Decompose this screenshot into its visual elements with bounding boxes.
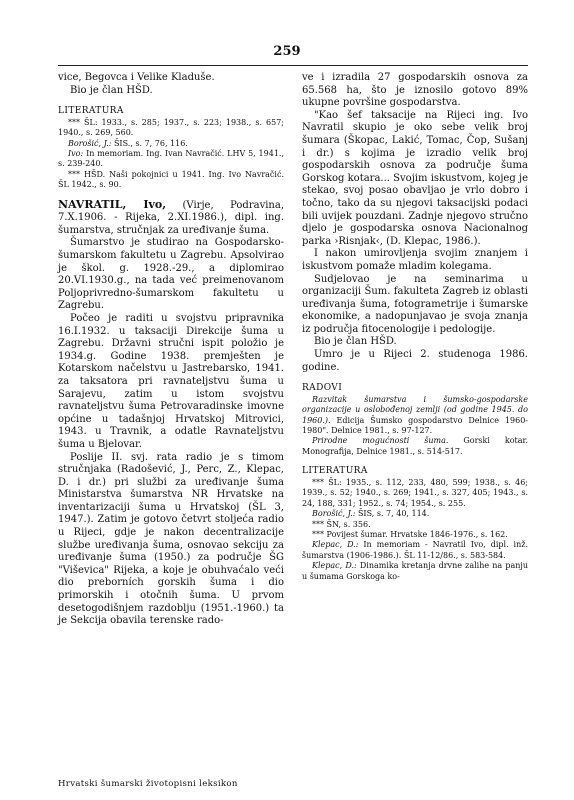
entry-name: NAVRATIL, Ivo, [58, 197, 167, 211]
work-item: Razvitak šumarstva i šumsko-gospodarske organizacije u oslobođenoj zemlji (od godine 1945. do 1960.). Edicija Šumsko gospodarstvo Delnice 1960-1980". Delnice 1981., s. 97-127. [302, 394, 529, 436]
work-title: Prirodne mogućnosti šuma. [312, 436, 449, 446]
page-footer: Hrvatski šumarski životopisni leksikon [58, 779, 238, 789]
literature-item: *** HŠD. Naši pokojnici u 1941. Ing. Ivo Navračić. ŠL 1942., s. 90. [58, 169, 284, 190]
header-rule [58, 65, 528, 66]
death-note: Umro je u Rijeci 2. studenoga 1986. godine. [302, 349, 528, 373]
biography-paragraph: Poslije II. svj. rata radio je s timom stručnjaka (Radošević, J., Perc, Z., Klepac, D. i dr.) pri službi za uređivanje šuma Ministarstva šumarstva NR Hrvatske na inventarizaciji šuma u Hrvatskoj (ŠL 3, 1947.). Zatim je gotovo četvrt stoljeća radio u Rijeci, gdje je nakon decentralizacije službe uređivanja šuma, osnovao sekciju za uređivanje šuma (1950.) za područje ŠG "Viševica" Rijeka, a koje je obuhvaćalo veći dio preborních gorskih šuma i dio primorskih i otočnih šuma. U prvom desetogodišnjem razdoblju (1951.-1960.) ta je Sekcija obavila terenske rado- [58, 451, 284, 627]
biography-paragraph: Šumarstvo je studirao na Gospodarsko-šumarskom fakultetu u Zagrebu. Apsolvirao je škol. g. 1928.-29., a diplomirao 20.VI.1930.g., na tada već preimenovanom Poljoprivredno-šumarskom fakultetu u Zagrebu. [58, 237, 284, 312]
literature-author: Klepac, D.: [312, 561, 357, 571]
literature-author: Klepac, D.: [312, 540, 359, 550]
work-item: Prirodne mogućnosti šuma. Gorski kotar. Monografija, Delnice 1981., s. 514-517. [302, 436, 528, 456]
literature-item: Klepac, D.: In memoriam - Navratil Ivo, dipl. inž. šumarstva (1906-1986.). ŠL 11-12/86., s. 583-584. [302, 540, 528, 560]
literature-item: *** ŠN, s. 356. [312, 519, 371, 529]
right-column [302, 72, 528, 582]
biography-paragraph: Sudjelovao je na seminarima u organizaciji Šum. fakulteta Zagreb iz oblasti uređivanja šuma, fotogrametrije i šumarske ekonomike, a nadopunjavao je svoja znanja iz područja fitocenologije i pedologije. [302, 273, 528, 335]
biography-paragraph: ve i izradila 27 gospodarskih osnova za 65.568 ha, što je iznosilo gotovo 89% ukupne površine gospodarstva. [302, 72, 528, 109]
left-column [58, 72, 284, 628]
biography-paragraph: I nakon umirovljenja svojim znanjem i iskustvom pomaže mladim kolegama. [302, 248, 528, 272]
literature-author: Borošić, J.: [68, 138, 112, 148]
page-number: 259 [273, 44, 301, 59]
work-title: Razvitak šumarstva i šumsko-gospodarske organizacije u oslobođenoj zemlji (od godine 1945. do 1960.). [302, 394, 528, 425]
literature-heading: LITERATURA [302, 466, 368, 477]
literature-item: Borošić, J.: ŠIS, s. 7, 40, 114. [312, 509, 430, 519]
literature-author: Borošić, J.: [312, 509, 356, 519]
literature-item: *** ŠL: 1935., s. 112, 233, 480, 599; 1938., s. 46; 1939., s. 52; 1940., s. 269; 1941., s. 327, 405; 1943., s. 24, 188, 331; 1952., s. 74; 1954., s. 255. [302, 477, 528, 508]
continued-text: vice, Begovca i Velike Kladuše. [58, 72, 215, 83]
literature-item: Ivo: In memoriam. Ing. Ivan Navračić. LHV 5, 1941., s. 239-240. [58, 149, 284, 169]
works-heading: RADOVI [302, 383, 343, 394]
literature-item: Klepac, D.: Dinamika kretanja drvne zalihe na panju u šumama Gorskoga ko- [302, 561, 528, 581]
literature-author: Ivo: [68, 149, 84, 158]
literature-heading: LITERATURA [58, 106, 124, 117]
membership-note: Bio je član HŠD. [70, 84, 153, 96]
entry-header [58, 199, 284, 238]
quote-paragraph: "Kao šef taksacije na Rijeci ing. Ivo Navratil skupio je oko sebe velik broj šumara (Škopac, Lakić, Tomac, Čop, Sušanj i dr.) s kojima je izradio velik broj gospodarskih osnova za područje šuma Gorskog kotara... Svojim iskustvom, kojeg je stekao, svoj posao obavljao je vrlo dobro i točno, tako da su njegovi taksacijski podaci bili uvijek pouzdani. Zadnje njegovo stručno djelo je gospodarska osnova Nacionalnog parka ›Risnjak‹, (D. Klepac, 1986.). [302, 109, 528, 247]
literature-item: *** Povijest šumar. Hrvatske 1846-1976., s. 162. [312, 529, 508, 539]
literature-item: *** ŠL: 1933., s. 285; 1937., s. 223; 1938., s. 657; 1940., s. 269, 560. [58, 117, 284, 138]
membership-note: Bio je član HŠD. [314, 336, 397, 348]
biography-paragraph: Počeo je raditi u svojstvu pripravnika 16.I.1932. u taksaciji Direkcije šuma u Zagrebu. Državni stručni ispit položio je 1934.g. Godine 1938. premješten je Kotarskom načelstvu u Jastrebarsko, 1941. za taksatora pri ravnateljstvu šuma u Sarajevu, zatim u istom svojstvu ravnateljstvu šuma Petrovaradinske imovne općine u tadašnjoj Hrvatskoj Mitrovici, 1943. u Travnik, a odatle Ravnateljstvu šuma u Bjelovar. [58, 312, 284, 450]
literature-item: Borošić, J.: ŠIS., s. 7, 76, 116. [68, 138, 188, 148]
entry-intro: (Virje, Podravina, 7.X.1906. - Rijeka, 2.XI.1986.), dipl. ing. šumarstva, stručnjak za uređivanje šuma. [58, 199, 285, 236]
